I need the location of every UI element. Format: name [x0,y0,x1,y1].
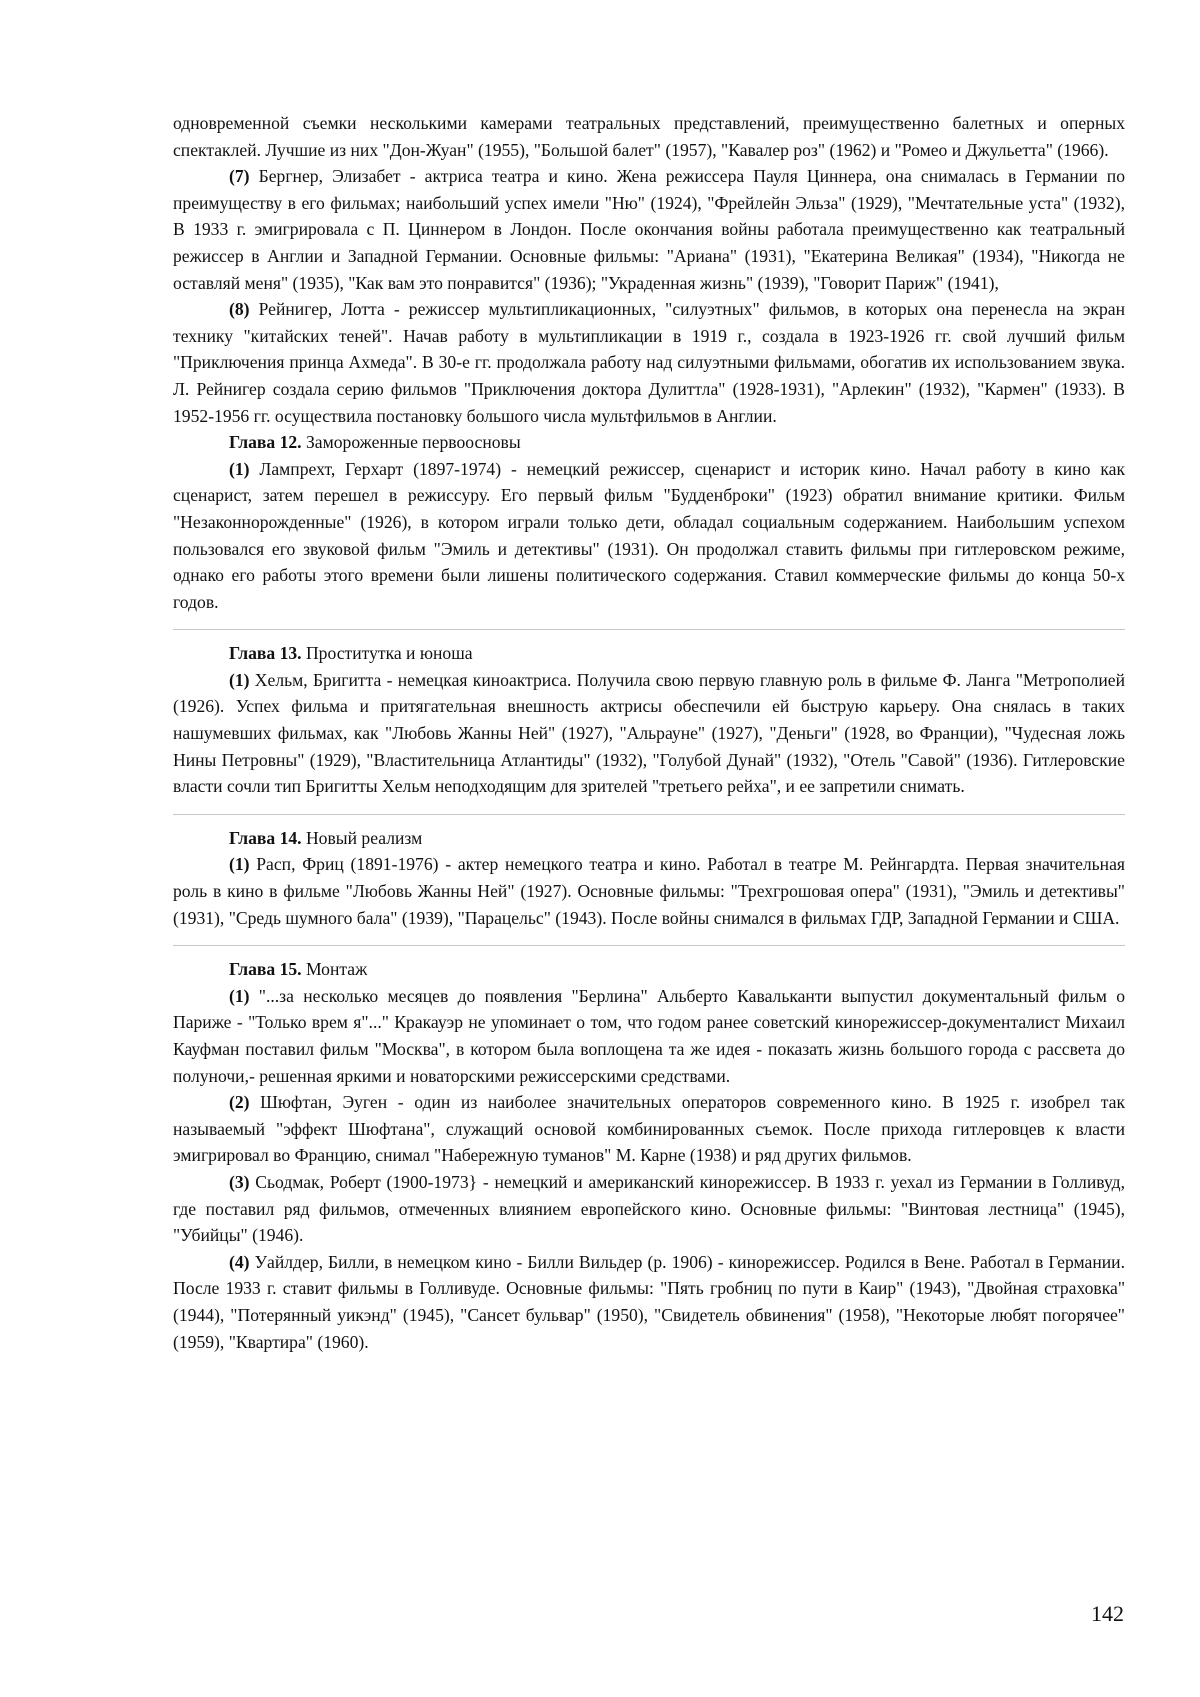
note-text: Сьодмак, Роберт (1900-1973} - немецкий и американский кинорежиссер. В 1933 г. уехал из Германии в Голливуд, где поставил ряд фильмов, отмеченных влиянием европейского кино. Основные фильмы: "Винтовая лестница" (1945), "Убийцы" (1946). [173,1171,1125,1246]
chapter-title: Новый реализм [301,827,423,848]
chapter-15-note-2 [173,1089,1125,1169]
chapter-15-heading [173,956,1125,983]
note-number: (4) [229,1251,250,1272]
chapter-13-heading [173,640,1125,667]
chapter-14-heading [173,825,1125,852]
paragraph-continuation: одновременной съемки несколькими камерами театральных представлений, преимущественно балетных и оперных спектаклей. Лучшие из них "Дон-Жуан" (1955), "Большой балет" (1957), "Кавалер роз" (1962) и "Ромео и Джульетта" (1966). [173,113,1125,160]
chapter-label: Глава 14. [229,827,302,848]
section-divider [173,945,1125,946]
chapter-title: Замороженные первоосновы [301,432,521,453]
note-7 [173,163,1125,296]
page-number: 142 [1091,1601,1124,1626]
note-text: Лампрехт, Герхарт (1897-1974) - немецкий режиссер, сценарист и историк кино. Начал работу в кино как сценарист, затем перешел в режиссуру. Его первый фильм "Будденброки" (1923) обратил внимание критики. Фильм "Незаконнорожденные" (1926), в котором играли только дети, обладал социальным содержанием. Наибольшим успехом пользовался его звуковой фильм "Эмиль и детективы" (1931). Он продолжал ставить фильмы при гитлеровском режиме, однако его работы этого времени были лишены политического содержания. Ставил коммерческие фильмы до конца 50-х годов. [173,458,1125,612]
note-text: Хельм, Бригитта - немецкая киноактриса. Получила свою первую главную роль в фильме Ф. Ланга "Метрополией (1926). Успех фильма и притягательная внешность актрисы обеспечили ей быструю карьеру. Она снялась в таких нашумевших фильмах, как "Любовь Жанны Ней" (1927), "Альрауне" (1927), "Деньги" (1928, во Франции), "Чудесная ложь Нины Петровны" (1929), "Властительница Атлантиды" (1932), "Голубой Дунай" (1932), "Отель "Савой" (1936). Гитлеровские власти сочли тип Бригитты Хельм неподходящим для зрителей "третьего рейха", и ее запретили снимать. [173,669,1125,797]
chapter-label: Глава 12. [229,432,302,453]
chapter-label: Глава 15. [229,959,302,980]
chapter-title: Проститутка и юноша [301,643,473,664]
note-text: Уайлдер, Билли, в немецком кино - Билли Вильдер (р. 1906) - кинорежиссер. Родился в Вене. Работал в Германии. После 1933 г. ставит фильмы в Голливуде. Основные фильмы: "Пять гробниц по пути в Каир" (1943), "Двойная страховка" (1944), "Потерянный уикэнд" (1945), "Сансет бульвар" (1950), "Свидетель обвинения" (1958), "Некоторые любят погорячее" (1959), "Квартира" (1960). [173,1251,1125,1352]
note-number: (1) [229,854,250,875]
note-number: (1) [229,669,250,690]
chapter-title: Монтаж [301,959,368,980]
note-number: (1) [229,458,250,479]
chapter-label: Глава 13. [229,643,302,664]
note-text: Шюфтан, Эуген - один из наиболее значительных операторов современного кино. В 1925 г. изобрел так называемый "эффект Шюфтана", служащий основой комбинированных съемок. После прихода гитлеровцев к власти эмигрировал во Францию, снимал "Набережную туманов" М. Карне (1938) и ряд других фильмов. [173,1092,1125,1166]
note-number: (2) [229,1092,250,1113]
page-content [173,110,1125,1355]
note-text: Расп, Фриц (1891-1976) - актер немецкого театра и кино. Работал в театре М. Рейнгардта. Первая значительная роль в кино в фильме "Любовь Жанны Ней" (1927). Основные фильмы: "Трехгрошовая опера" (1931), "Эмиль и детективы" (1931), "Средь шумного бала" (1939), "Парацельс" (1943). После войны снимался в фильмах ГДР, Западной Германии и США. [173,854,1125,928]
chapter-13-note-1 [173,667,1125,800]
section-divider [173,814,1125,815]
chapter-14-note-1 [173,851,1125,931]
note-number: (3) [229,1171,250,1192]
note-text: "...за несколько месяцев до появления "Берлина" Альберто Кавальканти выпустил документальный фильм о Париже - "Только врем я"..." Кракауэр не упоминает о том, что годом ранее советский кинорежиссер-документалист Михаил Кауфман поставил фильм "Москва", в котором была воплощена та же идея - показать жизнь большого города с рассвета до полуночи,- решенная яркими и новаторскими режиссерскими средствами. [173,985,1125,1086]
note-number: (8) [229,299,250,320]
note-text: Рейнигер, Лотта - режиссер мультипликационных, "силуэтных" фильмов, в которых она перенесла на экран технику "китайских теней". Начав работу в мультипликации в 1919 г., создала в 1923-1926 гг. свой лучший фильм "Приключения принца Ахмеда". В 30-е гг. продолжала работу над силуэтными фильмами, обогатив их использованием звука. Л. Рейнигер создала серию фильмов "Приключения доктора Дулиттла" (1928-1931), "Арлекин" (1932), "Кармен" (1933). В 1952-1956 гг. осуществила постановку большого числа мультфильмов в Англии. [173,299,1125,426]
note-8 [173,296,1125,429]
chapter-12-heading [173,429,1125,456]
chapter-15-note-4 [173,1249,1125,1355]
chapter-12-note-1 [173,456,1125,616]
chapter-15-note-1 [173,983,1125,1089]
note-number: (7) [229,166,250,187]
section-divider [173,629,1125,630]
chapter-15-note-3 [173,1169,1125,1249]
note-text: Бергнер, Элизабет - актриса театра и кино. Жена режиссера Пауля Циннера, она снималась в Германии по преимуществу в его фильмах; наибольший успех имели "Ню" (1924), "Фрейлейн Эльза" (1929), "Мечтательные уста" (1932), В 1933 г. эмигрировала с П. Циннером в Лондон. После окончания войны работала преимущественно как театральный режиссер в Англии и Западной Германии. Основные фильмы: "Ариана" (1931), "Екатерина Великая" (1934), "Никогда не оставляй меня" (1935), "Как вам это понравится" (1936); "Украденная жизнь" (1939), "Говорит Париж" (1941), [173,166,1125,293]
note-number: (1) [229,985,250,1006]
